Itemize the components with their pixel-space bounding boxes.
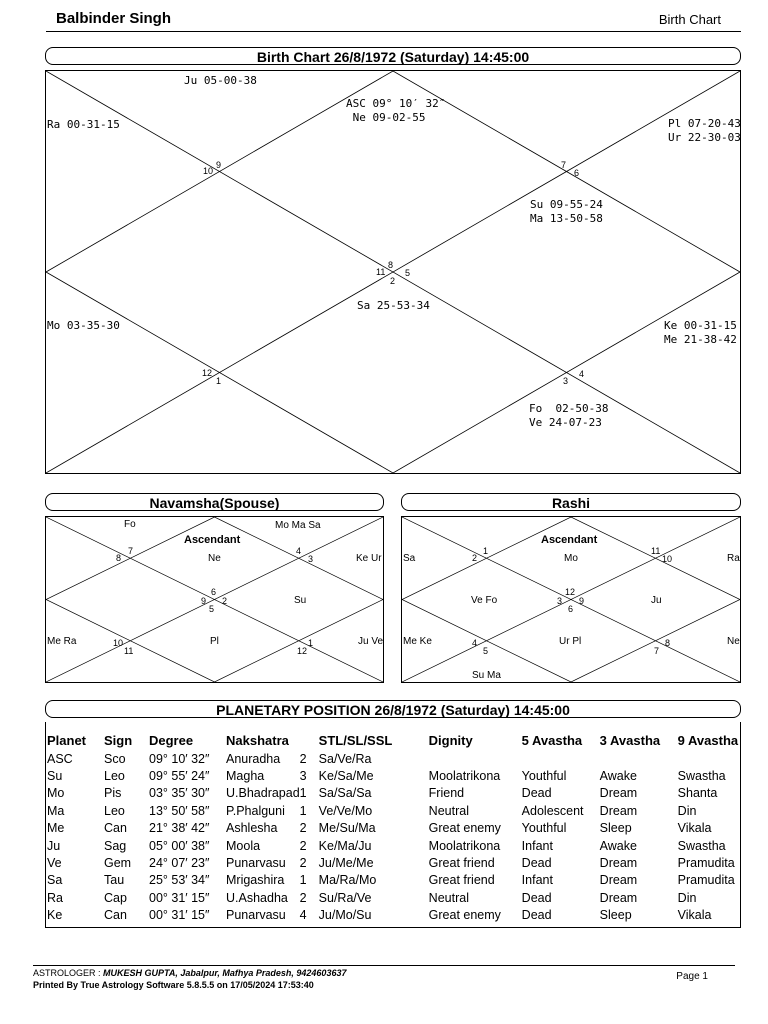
navamsha-planets: Fo [124,519,136,530]
sign-number: 10 [662,554,673,564]
table-cell: Dream [599,803,638,818]
sign-number: 3 [308,554,314,564]
table-cell: 2 [299,838,307,853]
sign-number: 1 [483,546,489,556]
astrologer-label: ASTROLOGER : [33,968,101,978]
table-cell: Youthful [521,821,567,836]
table-cell: ASC [47,751,73,766]
sign-number: 7 [128,546,134,556]
table-cell: Neutral [428,890,469,905]
table-cell: Sa/Sa/Sa [318,786,372,801]
sign-number: 6 [211,587,217,597]
native-name: Balbinder Singh [56,10,172,27]
table-cell: Ju/Me/Me [318,856,374,871]
table-cell: Dead [521,890,552,905]
table-cell: Can [104,908,127,923]
table-cell: Sleep [599,821,632,836]
table-cell: Ju/Mo/Su [318,908,372,923]
house-8-planets: Fo 02-50-38 Ve 24-07-23 [529,402,609,429]
column-header: Nakshatra [226,732,289,748]
sign-number: 12 [297,646,308,656]
rashi-chart [401,516,741,683]
table-cell: Ke/Ma/Ju [318,838,372,853]
sign-number: 7 [561,160,567,170]
table-row [47,872,746,889]
column-header: Planet [47,732,87,748]
navamsha-planets: Ke Ur [356,553,382,564]
table-cell: Adolescent [521,803,584,818]
table-row [47,854,746,871]
table-cell: Sa/Ve/Ra [318,751,372,766]
navamsha-planets: Pl [210,636,219,647]
table-cell: Vikala [677,908,712,923]
table-cell: Youthful [521,769,567,784]
table-cell: 00° 31′ 15″ [149,908,210,923]
sign-number: 11 [651,546,661,556]
header-divider [46,31,741,32]
table-row [47,785,746,802]
table-cell: U.Bhadrapad [226,786,300,801]
table-cell: Dead [521,856,552,871]
table-cell: 13° 50′ 58″ [149,803,210,818]
table-cell: 00° 31′ 15″ [149,890,210,905]
table-cell: 2 [299,821,307,836]
table-cell: Sleep [599,908,632,923]
table-cell: Ve [47,856,62,871]
table-cell: Friend [428,786,465,801]
table-cell: Vikala [677,821,712,836]
table-cell: 09° 10′ 32″ [149,751,210,766]
column-header: Sign [104,732,133,748]
table-cell: Me/Su/Ma [318,821,376,836]
table-cell: Pis [104,786,122,801]
table-row [47,750,746,767]
table-cell [522,750,600,767]
table-row [47,837,746,854]
table-cell: Din [677,803,697,818]
table-row [47,767,746,784]
table-row [47,802,746,819]
column-header: 3 Avastha [599,732,661,748]
rashi-title: Rashi [401,493,741,511]
sign-number: 6 [574,168,580,178]
rashi-planets: Ne [727,636,740,647]
table-cell: Great friend [428,873,495,888]
table-cell: Dream [599,786,638,801]
table-cell: Anuradha [226,751,281,766]
table-cell: Pramudita [677,873,735,888]
table-cell [678,750,746,767]
astrologer-line [33,968,346,978]
sign-number: 9 [201,596,207,606]
table-cell: Sco [104,751,126,766]
table-cell: Infant [521,838,553,853]
navamsha-planets: Ne [208,553,221,564]
sign-number: 10 [203,166,214,176]
sign-number: 10 [113,638,124,648]
table-cell: Moola [226,838,261,853]
table-cell: Dream [599,890,638,905]
table-cell: Punarvasu [226,856,286,871]
sign-number: 4 [296,546,302,556]
planetary-table [47,730,746,924]
table-cell: Gem [104,856,132,871]
sign-number: 1 [308,638,314,648]
astrologer-name: MUKESH GUPTA, Jabalpur, Mafhya Pradesh, 9424603637 [103,968,347,978]
table-cell: Swastha [677,769,726,784]
table-cell: Great enemy [428,821,501,836]
table-cell [429,750,522,767]
table-cell: Swastha [677,838,726,853]
table-cell: Ma [47,803,65,818]
table-cell: Moolatrikona [428,838,501,853]
column-header: STL/SL/SSL [318,732,393,748]
table-cell: Neutral [428,803,469,818]
sign-number: 7 [654,646,660,656]
table-cell: U.Ashadha [226,890,288,905]
table-cell: Dream [599,856,638,871]
house-3-planets: Ra 00-31-15 [47,118,120,131]
house-7-planets: Sa 25-53-34 [357,299,430,312]
table-cell: Ke [47,908,63,923]
birth-chart-lines [46,71,740,473]
navamsha-planets: Su [294,595,307,606]
table-cell: Magha [226,769,265,784]
page-number: Page 1 [676,971,708,982]
sign-number: 11 [124,646,134,656]
rashi-planets: Ju [651,595,662,606]
rashi-planets: Me Ke [403,636,432,647]
table-cell: 2 [299,890,307,905]
table-cell: Leo [104,769,125,784]
table-cell: 24° 07′ 23″ [149,856,210,871]
house-9-planets: Ke 00-31-15 Me 21-38-42 [664,319,737,346]
planetary-rows [47,750,746,924]
table-cell: Shanta [677,786,718,801]
table-cell: 09° 55′ 24″ [149,769,210,784]
table-cell: 03° 35′ 30″ [149,786,210,801]
table-cell: Ra [47,890,63,905]
table-cell: Great enemy [428,908,501,923]
table-cell: Dead [521,786,552,801]
table-cell: 2 [299,856,307,871]
navamsha-planets: Mo Ma Sa [275,520,321,531]
house-2-planets: Ju 05-00-38 [184,74,257,87]
rashi-planets: Ve Fo [471,595,498,606]
sign-number: 3 [563,376,569,386]
table-cell: 2 [299,751,307,766]
column-header: 9 Avastha [677,732,739,748]
rashi-ascendant-label: Ascendant [541,534,598,546]
sign-number: 8 [665,638,671,648]
document-type: Birth Chart [658,12,721,27]
table-cell [600,750,678,767]
sign-number: 2 [390,276,396,286]
house-12-planets: Su 09-55-24 Ma 13-50-58 [530,198,603,225]
footer-divider [33,965,735,966]
table-cell: Dream [599,873,638,888]
table-cell: Awake [599,769,637,784]
table-cell: Great friend [428,856,495,871]
table-cell: Dead [521,908,552,923]
navamsha-ascendant-label: Ascendant [184,534,241,546]
column-header: 5 Avastha [521,732,583,748]
table-cell: 1 [299,786,307,801]
sign-number: 11 [376,267,386,277]
table-cell: 1 [299,873,307,888]
sign-number: 9 [579,596,585,606]
table-cell: Cap [104,890,127,905]
printed-by: Printed By True Astrology Software 5.8.5.5 on 17/05/2024 17:53:40 [33,980,314,990]
sign-number: 5 [483,646,489,656]
sign-number: 3 [557,596,563,606]
rashi-planets: Mo [564,553,578,564]
rashi-planets: Ur Pl [559,636,582,647]
table-cell: Sag [104,838,127,853]
sign-number: 5 [209,604,215,614]
column-header: Degree [149,732,194,748]
sign-number: 4 [472,638,478,648]
sign-number: 5 [405,268,411,278]
column-header: Dignity [428,732,473,748]
table-cell: 25° 53′ 34″ [149,873,210,888]
rashi-planets: Ra [727,553,740,564]
birth-chart [45,70,741,474]
column-header [300,730,319,750]
table-row [47,820,746,837]
house-5-planets: Mo 03-35-30 [47,319,120,332]
table-cell: Din [677,890,697,905]
sign-number: 4 [579,369,585,379]
table-cell: Punarvasu [226,908,286,923]
table-cell: 3 [299,769,307,784]
table-cell: Ashlesha [226,821,278,836]
table-cell: Su/Ra/Ve [318,890,372,905]
table-cell: Can [104,821,127,836]
navamsha-chart [45,516,384,683]
navamsha-planets: Me Ra [47,636,77,647]
table-cell: 4 [299,908,307,923]
table-cell: Mrigashira [226,873,285,888]
sign-number: 9 [216,160,222,170]
table-cell: 21° 38′ 42″ [149,821,210,836]
table-cell: Me [47,821,65,836]
table-cell: Sa [47,873,63,888]
house-1-planets: ASC 09° 10′ 32″ Ne 09-02-55 [346,97,446,124]
sign-number: 8 [116,553,122,563]
table-row [47,907,746,924]
sign-number: 8 [388,260,394,270]
table-cell: Ve/Ve/Mo [318,803,373,818]
table-cell: Ke/Sa/Me [318,769,374,784]
sign-number: 12 [202,368,213,378]
sign-number: 2 [222,596,228,606]
table-cell: Mo [47,786,65,801]
birth-chart-title: Birth Chart 26/8/1972 (Saturday) 14:45:00 [45,47,741,65]
table-row [47,889,746,906]
planetary-title: PLANETARY POSITION 26/8/1972 (Saturday) 14:45:00 [45,700,741,718]
navamsha-planets: Ju Ve [358,636,384,647]
sign-number: 2 [472,553,478,563]
table-cell: Ma/Ra/Mo [318,873,377,888]
table-cell: 1 [299,803,307,818]
table-cell: Ju [47,838,61,853]
table-cell: Infant [521,873,553,888]
navamsha-title: Navamsha(Spouse) [45,493,384,511]
table-header-row [47,730,746,750]
rashi-planets: Sa [403,553,416,564]
rashi-planets: Su Ma [472,670,501,681]
house-11-planets: Pl 07-20-43 Ur 22-30-03 [668,117,741,144]
table-cell: Leo [104,803,125,818]
table-cell: Pramudita [677,856,735,871]
table-cell: Awake [599,838,637,853]
table-cell: 05° 00′ 38″ [149,838,210,853]
table-cell: Tau [104,873,125,888]
table-cell: P.Phalguni [226,803,285,818]
table-cell: Moolatrikona [428,769,501,784]
sign-number: 6 [568,604,574,614]
sign-number: 1 [216,376,222,386]
sign-number: 12 [565,587,576,597]
table-cell: Su [47,769,63,784]
